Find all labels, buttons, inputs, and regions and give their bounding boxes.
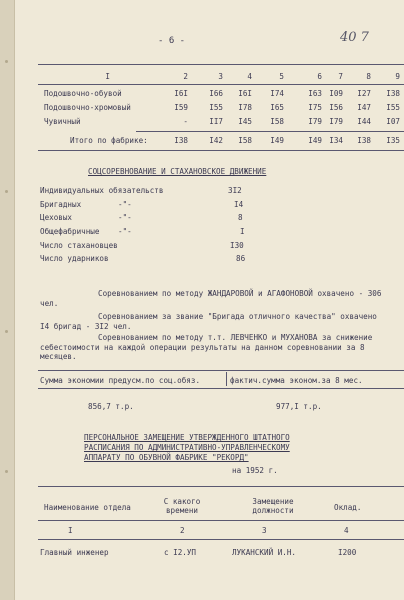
table-row (38, 89, 404, 99)
binding-margin (0, 0, 15, 600)
cell: I34 (329, 136, 343, 145)
staff-header-rule (38, 520, 404, 521)
list-item-label: Общефабричные (40, 227, 100, 236)
table-header-rule (38, 84, 404, 85)
cell: I65 (270, 103, 284, 112)
ditto-mark: -"- (118, 227, 132, 236)
cell: I38 (386, 89, 400, 98)
cell: I42 (209, 136, 223, 145)
cell: I55 (209, 103, 223, 112)
staff-table-top-rule (38, 486, 404, 487)
total-label: Итого по фабрике: (70, 136, 148, 145)
staff-row-dept: Главный инженер (40, 548, 109, 557)
economy-col2-value: 977,I т.р. (276, 402, 322, 411)
cell: I27 (357, 89, 371, 98)
table-bottom-rule (38, 150, 404, 151)
personnel-year: на 1952 г. (232, 466, 278, 475)
list-item-value: I (240, 227, 245, 236)
header-cell: 9 (395, 72, 400, 81)
cell: I35 (386, 136, 400, 145)
list-item-value: I4 (234, 200, 244, 209)
staff-col-number: 2 (180, 526, 185, 535)
staff-number-rule (38, 539, 404, 540)
row-label: Подошвочно-хромовый (44, 103, 131, 112)
cell: I09 (329, 89, 343, 98)
table-header-row (38, 72, 404, 82)
handwritten-page-number: 40 7 (340, 30, 369, 45)
cell: I6I (238, 89, 252, 98)
table-row (38, 103, 404, 113)
cell: - (183, 117, 188, 126)
list-item-value: 8 (238, 213, 243, 222)
list-item-label: Число стахановцев (40, 241, 118, 250)
cell: I49 (270, 136, 284, 145)
cell: I58 (238, 136, 252, 145)
header-cell: I (105, 72, 110, 81)
staff-col-number: 4 (344, 526, 349, 535)
total-row (38, 136, 404, 146)
header-cell: 6 (317, 72, 322, 81)
staff-header-since: С какого времени (163, 497, 201, 515)
staff-header-dept: Наименование отдела (44, 503, 131, 512)
cell: I58 (270, 117, 284, 126)
cell: I44 (357, 117, 371, 126)
cell: I49 (308, 136, 322, 145)
list-item-value: I30 (230, 241, 244, 250)
economy-divider (226, 372, 227, 386)
list-item-label: Цеховых (40, 213, 73, 222)
staff-col-number: I (68, 526, 73, 535)
cell: I75 (308, 103, 322, 112)
total-rule (136, 131, 404, 132)
economy-col1-header: Сумма экономии предусм.по соц.обяз. (40, 376, 201, 385)
cell: I38 (174, 136, 188, 145)
staff-row-salary: I200 (338, 548, 357, 557)
table-row (38, 117, 404, 127)
economy-top-rule (38, 370, 404, 371)
header-cell: 4 (247, 72, 252, 81)
cell: I79 (329, 117, 343, 126)
list-item-value: 86 (236, 254, 246, 263)
list-item-label: Индивидуальных обязательств (40, 186, 164, 195)
header-cell: 3 (218, 72, 223, 81)
cell: I79 (308, 117, 322, 126)
economy-col2-header: фактич.сумма эконом.за 8 мес. (230, 376, 363, 385)
section-title: СОЦСОРЕВНОВАНИЕ И СТАХАНОВСКОЕ ДВИЖЕНИЕ (88, 167, 267, 176)
staff-col-number: 3 (262, 526, 267, 535)
cell: I74 (270, 89, 284, 98)
header-cell: 2 (183, 72, 188, 81)
ditto-mark: -"- (118, 200, 132, 209)
paragraph: Соревнованием по методу ЖАНДАРОВОЙ и АГАФОНОВОЙ охвачено - 306 чел. (40, 289, 382, 308)
ditto-mark: -"- (118, 213, 132, 222)
cell: I45 (238, 117, 252, 126)
cell: I59 (174, 103, 188, 112)
list-item-label: Бригадных (40, 200, 82, 209)
header-cell: 8 (366, 72, 371, 81)
personnel-title-line: АППАРАТУ ПО ОБУВНОЙ ФАБРИКЕ "РЕКОРД" (84, 453, 249, 462)
header-cell: 5 (279, 72, 284, 81)
economy-header-rule (38, 388, 404, 389)
row-label: Подошвочно-обувой (44, 89, 122, 98)
cell: I38 (357, 136, 371, 145)
economy-col1-value: 856,7 т.р. (88, 402, 134, 411)
paragraph: Соревнованием за звание "Бригада отличного качества" охвачено I4 бригад - 3I2 чел. (40, 312, 377, 331)
cell: I56 (329, 103, 343, 112)
staff-header-position: Замещение должности (252, 497, 294, 515)
personnel-title-line: РАСПИСАНИЯ ПО АДМИНИСТРАТИВНО-УПРАВЛЕНЧЕСКОМУ (84, 443, 290, 452)
personnel-title-line: ПЕРСОНАЛЬНОЕ ЗАМЕЩЕНИЕ УТВЕРЖДЕННОГО ШТАТНОГО (84, 433, 290, 442)
staff-row-person: ЛУКАНСКИЙ И.Н. (232, 548, 297, 557)
staff-row-since: с I2.УП (164, 548, 197, 557)
cell: II7 (209, 117, 223, 126)
cell: I07 (386, 117, 400, 126)
cell: I47 (357, 103, 371, 112)
header-cell: 7 (338, 72, 343, 81)
table-top-rule (38, 64, 404, 65)
paragraph: Соревнованием по методу т.т. ЛЕВЧЕНКО и МУХАНОВА за снижение себестоимости на каждой операции результаты на данном соревновании за 8 месяцев. (40, 333, 373, 361)
cell: I6I (174, 89, 188, 98)
cell: I63 (308, 89, 322, 98)
cell: I78 (238, 103, 252, 112)
cell: I55 (386, 103, 400, 112)
list-item-value: 3I2 (228, 186, 242, 195)
list-item-label: Число ударников (40, 254, 109, 263)
cell: I66 (209, 89, 223, 98)
row-label: Чувичный (44, 117, 81, 126)
page-number: - 6 - (158, 36, 186, 46)
staff-header-salary: Оклад. (334, 503, 362, 512)
